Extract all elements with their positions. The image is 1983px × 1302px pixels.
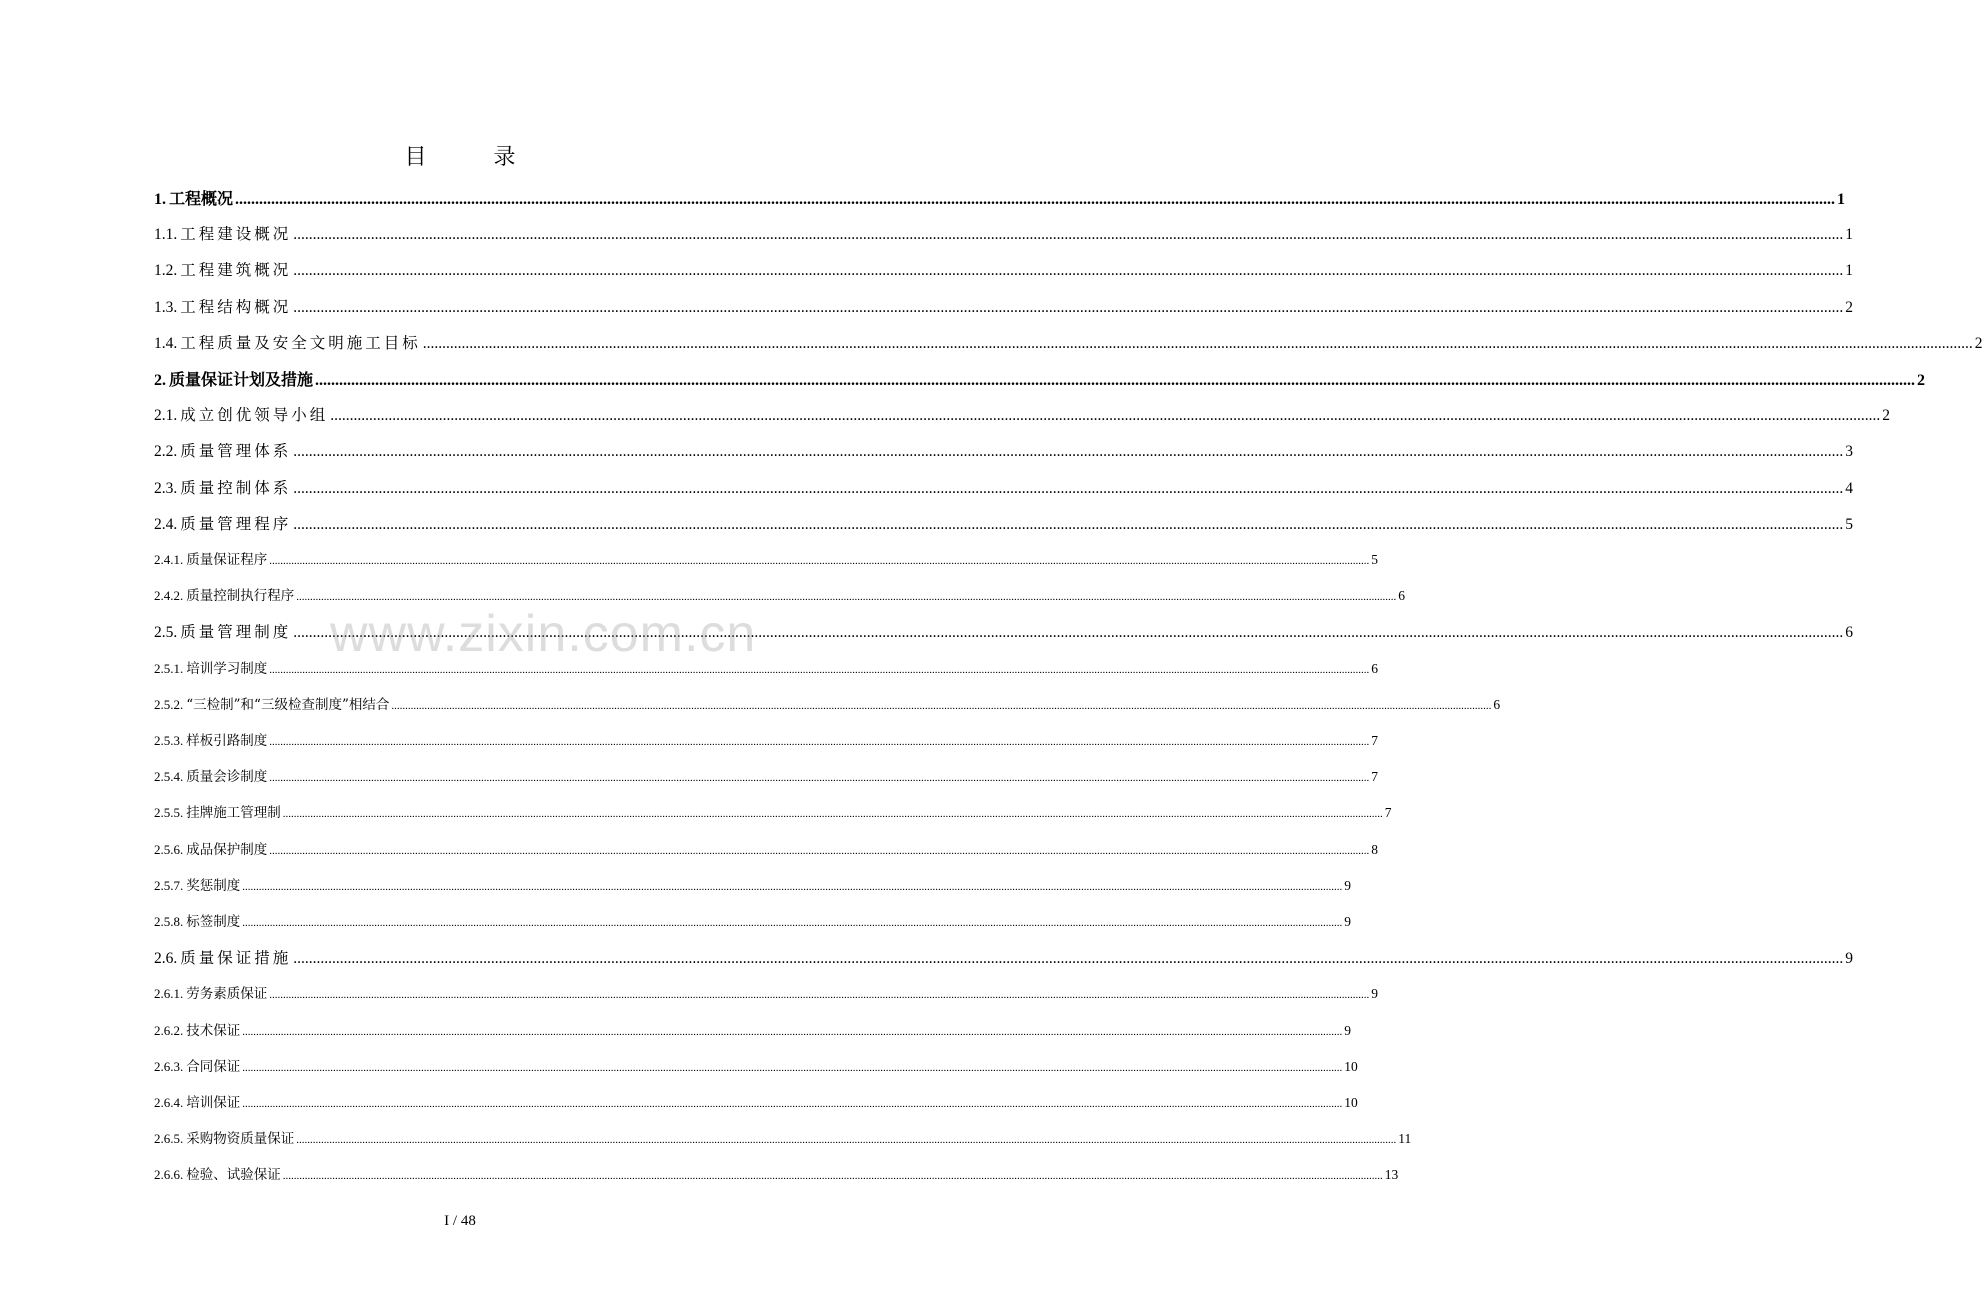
toc-entry-label: 工程概况 xyxy=(169,189,234,208)
toc-dot-leader: ................................................................................................................................................................................................................................................................................................................................................................................................................ xyxy=(269,772,1370,785)
toc-entry-number: 2.6.2. xyxy=(154,1022,184,1038)
toc-entry-label: 工程质量及安全文明施工目标 xyxy=(180,333,421,352)
toc-entry-label: 质量控制执行程序 xyxy=(186,588,295,605)
toc-entry[interactable] xyxy=(154,693,1501,713)
toc-entry[interactable] xyxy=(154,1019,1351,1039)
toc-dot-leader: ................................................................................................................................................................................................................................................................................................................................................................................................................ xyxy=(293,262,1844,280)
toc-entry-page: 4 xyxy=(1845,479,1854,497)
toc-entry[interactable] xyxy=(154,476,1854,498)
toc-entry[interactable] xyxy=(154,222,1854,244)
toc-entry-page: 2 xyxy=(1882,407,1891,425)
toc-entry-number: 2.5.1. xyxy=(154,660,184,676)
toc-entry-label: 质量管理体系 xyxy=(180,442,292,461)
toc-entry-number: 2.5.4. xyxy=(154,769,184,785)
toc-entry[interactable] xyxy=(154,186,1846,209)
toc-dot-leader: ................................................................................................................................................................................................................................................................................................................................................................................................................ xyxy=(282,1170,1383,1183)
toc-title: 目 录 xyxy=(404,145,546,170)
toc-dot-leader: ................................................................................................................................................................................................................................................................................................................................................................................................................ xyxy=(242,880,1343,893)
toc-entry-label: 工程结构概况 xyxy=(180,297,292,316)
toc-entry-number: 2.6.5. xyxy=(154,1131,184,1147)
toc-entry-label: 质量会诊制度 xyxy=(186,769,268,786)
toc-entry-number: 2.6.6. xyxy=(154,1167,184,1183)
toc-entry-page: 8 xyxy=(1371,841,1378,857)
toc-entry-number: 2.1. xyxy=(154,407,178,425)
toc-entry-number: 1.3. xyxy=(154,298,178,316)
toc-entry-number: 2.4. xyxy=(154,515,178,533)
toc-entry-number: 2.6.1. xyxy=(154,986,184,1002)
toc-entry-page: 9 xyxy=(1371,986,1378,1002)
page-footer: I / 48 xyxy=(444,1213,476,1229)
toc-entry-page: 3 xyxy=(1845,443,1854,461)
toc-entry-page: 9 xyxy=(1344,877,1351,893)
toc-entry-page: 9 xyxy=(1344,914,1351,929)
toc-entry-number: 2.4.1. xyxy=(154,552,184,567)
toc-entry-label: 质量管理程序 xyxy=(180,514,292,533)
toc-entry-page: 2 xyxy=(1917,372,1926,389)
toc-entry-page: 6 xyxy=(1371,660,1378,676)
toc-entry-label: 技术保证 xyxy=(186,1022,241,1039)
toc-entry-label: 劳务素质保证 xyxy=(186,986,268,1003)
toc-entry-label: 培训保证 xyxy=(186,1095,241,1111)
toc-entry[interactable] xyxy=(154,258,1854,280)
toc-entry-label: 质量保证措施 xyxy=(180,949,292,968)
toc-dot-leader: ................................................................................................................................................................................................................................................................................................................................................................................................................ xyxy=(269,663,1370,676)
toc-dot-leader: ................................................................................................................................................................................................................................................................................................................................................................................................................ xyxy=(293,226,1844,244)
toc-entry-page: 9 xyxy=(1344,1022,1351,1038)
toc-entry[interactable] xyxy=(154,1127,1412,1148)
toc-entry[interactable] xyxy=(154,584,1405,605)
toc-entry-number: 2.5.3. xyxy=(154,733,184,748)
toc-dot-leader: ................................................................................................................................................................................................................................................................................................................................................................................................................ xyxy=(269,989,1370,1002)
toc-entry-number: 2. xyxy=(154,372,166,389)
toc-entry-number: 2.5. xyxy=(154,624,178,642)
toc-dot-leader: ................................................................................................................................................................................................................................................................................................................................................................................................................ xyxy=(293,298,1844,316)
toc-entry-page: 6 xyxy=(1845,624,1854,642)
toc-dot-leader: ................................................................................................................................................................................................................................................................................................................................................................................................................ xyxy=(282,808,1383,821)
toc-entry-page: 10 xyxy=(1344,1095,1358,1110)
toc-dot-leader: ................................................................................................................................................................................................................................................................................................................................................................................................................ xyxy=(293,624,1844,642)
toc-entry-number: 1.4. xyxy=(154,334,178,352)
toc-entry-number: 2.4.2. xyxy=(154,588,184,604)
toc-entry-number: 2.3. xyxy=(154,479,178,497)
toc-entry-label: 样板引路制度 xyxy=(186,733,268,749)
toc-entry-page: 5 xyxy=(1371,552,1378,567)
toc-entry-label: 采购物资质量保证 xyxy=(186,1131,295,1148)
toc-dot-leader: ................................................................................................................................................................................................................................................................................................................................................................................................................ xyxy=(269,844,1370,857)
toc-dot-leader: ................................................................................................................................................................................................................................................................................................................................................................................................................ xyxy=(293,950,1844,968)
toc-entry-page: 5 xyxy=(1845,515,1854,533)
toc-entry-label: 质量保证计划及措施 xyxy=(169,370,314,389)
toc-dot-leader: ................................................................................................................................................................................................................................................................................................................................................................................................................ xyxy=(269,736,1370,748)
toc-dot-leader: ................................................................................................................................................................................................................................................................................................................................................................................................................ xyxy=(242,1061,1343,1074)
toc-dot-leader: ................................................................................................................................................................................................................................................................................................................................................................................................................ xyxy=(296,1134,1397,1147)
toc-dot-leader: ................................................................................................................................................................................................................................................................................................................................................................................................................ xyxy=(330,407,1881,425)
toc-dot-leader: ................................................................................................................................................................................................................................................................................................................................................................................................................ xyxy=(296,591,1397,604)
toc-entry-number: 2.5.2. xyxy=(154,696,184,712)
toc-dot-leader: ................................................................................................................................................................................................................................................................................................................................................................................................................ xyxy=(293,443,1844,461)
toc-dot-leader: ................................................................................................................................................................................................................................................................................................................................................................................................................ xyxy=(242,1098,1343,1110)
toc-entry-page: 6 xyxy=(1398,588,1405,604)
toc-entry-number: 2.5.5. xyxy=(154,805,184,821)
toc-entry-label: 成品保护制度 xyxy=(186,841,268,858)
toc-entry-label: 奖惩制度 xyxy=(186,877,241,894)
toc-entry[interactable] xyxy=(154,548,1378,568)
toc-entry[interactable] xyxy=(154,403,1891,425)
toc-entry-page: 13 xyxy=(1384,1167,1399,1183)
toc-entry-label: 质量保证程序 xyxy=(186,552,268,568)
toc-entry[interactable] xyxy=(154,946,1854,968)
toc-entry-number: 2.6. xyxy=(154,950,178,968)
toc-entry[interactable] xyxy=(154,1055,1358,1075)
toc-entry[interactable] xyxy=(154,982,1378,1003)
toc-entry-label: 质量管理制度 xyxy=(180,623,292,642)
toc-dot-leader: ................................................................................................................................................................................................................................................................................................................................................................................................................ xyxy=(269,555,1370,567)
toc-dot-leader: ................................................................................................................................................................................................................................................................................................................................................................................................................ xyxy=(235,191,1836,208)
toc-dot-leader: ................................................................................................................................................................................................................................................................................................................................................................................................................ xyxy=(422,334,1973,352)
toc-entry[interactable] xyxy=(154,874,1351,894)
toc-entry-page: 11 xyxy=(1398,1131,1412,1147)
toc-entry-label: 检验、试验保证 xyxy=(186,1167,281,1184)
toc-entry-page: 10 xyxy=(1344,1058,1358,1074)
toc-entry[interactable] xyxy=(154,439,1854,461)
toc-entry-page: 7 xyxy=(1371,769,1378,785)
toc-entry[interactable] xyxy=(154,1163,1399,1184)
toc-entry-page: 2 xyxy=(1974,334,1983,352)
toc-entry-label: “三检制”和“三级检查制度”相结合 xyxy=(186,696,390,713)
toc-entry-label: 工程建筑概况 xyxy=(180,261,292,280)
toc-entry[interactable] xyxy=(154,801,1392,822)
toc-entry[interactable] xyxy=(154,512,1854,534)
toc-entry-label: 标签制度 xyxy=(186,914,241,930)
toc-entry-number: 1.1. xyxy=(154,226,178,244)
toc-entry[interactable] xyxy=(154,331,1983,353)
toc-entry[interactable] xyxy=(154,295,1854,317)
toc-entry-page: 9 xyxy=(1845,950,1854,968)
toc-dot-leader: ................................................................................................................................................................................................................................................................................................................................................................................................................ xyxy=(391,699,1492,712)
toc-dot-leader: ................................................................................................................................................................................................................................................................................................................................................................................................................ xyxy=(242,917,1343,929)
toc-entry-page: 7 xyxy=(1384,805,1392,821)
toc-entry-label: 质量控制体系 xyxy=(180,478,292,497)
toc-entry-label: 合同保证 xyxy=(186,1058,241,1075)
toc-entry-number: 1. xyxy=(154,191,166,208)
watermark: www.zixin.com.cn xyxy=(330,605,757,663)
toc-entry-number: 2.5.6. xyxy=(154,841,184,857)
toc-entry[interactable] xyxy=(154,910,1351,930)
toc-entry-page: 7 xyxy=(1371,733,1378,748)
toc-dot-leader: ................................................................................................................................................................................................................................................................................................................................................................................................................ xyxy=(293,515,1844,533)
toc-entry-page: 1 xyxy=(1837,191,1846,208)
toc-entry-page: 1 xyxy=(1845,262,1854,280)
toc-entry-page: 1 xyxy=(1845,226,1854,244)
toc-entry[interactable] xyxy=(154,838,1378,858)
toc-entry-number: 2.5.8. xyxy=(154,914,184,929)
toc-entry-label: 工程建设概况 xyxy=(180,225,292,244)
toc-entry-page: 2 xyxy=(1845,298,1854,316)
toc-entry-label: 培训学习制度 xyxy=(186,660,268,677)
toc-entry[interactable] xyxy=(154,367,1926,390)
toc-entry-number: 2.2. xyxy=(154,443,178,461)
toc-entry-number: 2.6.4. xyxy=(154,1095,184,1110)
toc-entry-page: 6 xyxy=(1493,696,1501,712)
toc-entry-number: 1.2. xyxy=(154,262,178,280)
toc-entry-label: 挂牌施工管理制 xyxy=(186,805,281,822)
toc-entry-number: 2.6.3. xyxy=(154,1058,184,1074)
toc-entry-label: 成立创优领导小组 xyxy=(180,406,329,425)
toc-dot-leader: ................................................................................................................................................................................................................................................................................................................................................................................................................ xyxy=(293,479,1844,497)
toc-entry[interactable] xyxy=(154,729,1378,749)
toc-entry[interactable] xyxy=(154,1091,1358,1111)
toc-entry[interactable] xyxy=(154,765,1378,786)
toc-dot-leader: ................................................................................................................................................................................................................................................................................................................................................................................................................ xyxy=(315,372,1916,389)
toc-dot-leader: ................................................................................................................................................................................................................................................................................................................................................................................................................ xyxy=(242,1025,1343,1038)
toc-entry-number: 2.5.7. xyxy=(154,877,184,893)
